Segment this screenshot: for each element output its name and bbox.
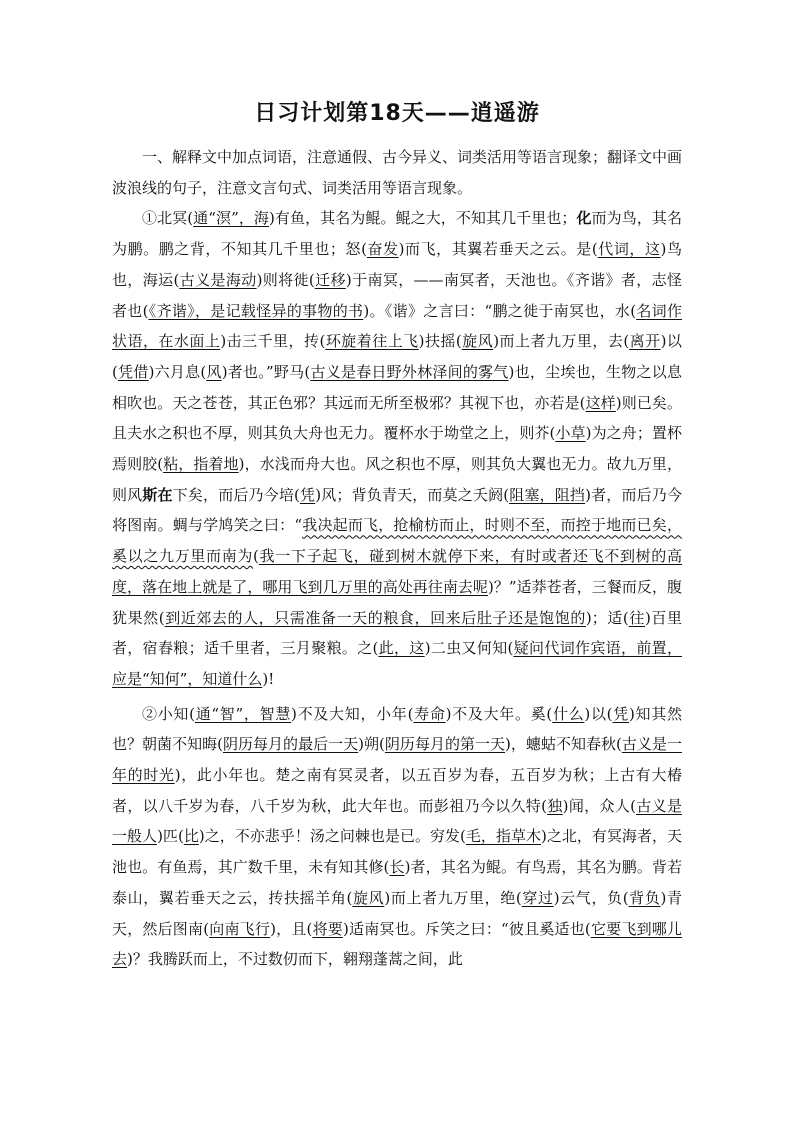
text-run: )？”适莽苍者，三餐而反，腹犹果然(	[112, 577, 682, 627]
annotation-note: 我一下子起飞，碰到树木就停下来，有时或者还飞不到树的高度，落在地上就是了，哪用飞到几万里的高处再往南去呢	[112, 547, 682, 596]
annotation-note: 旋风	[352, 888, 385, 907]
annotation-note: 长	[389, 858, 405, 877]
text-run: )扶摇(	[418, 332, 462, 351]
passage-paragraph-1	[112, 203, 682, 694]
text-run: )而上者九万里，去(	[493, 332, 630, 351]
annotation-note: 这样	[585, 393, 616, 412]
text-run: )；适(	[585, 608, 629, 627]
text-run: )!	[262, 669, 275, 688]
annotation-note: 阴历每月的第一天	[384, 735, 506, 754]
text-run: )？我腾跃而上，不过数仞而下，翱翔蓬蒿之间，此	[127, 950, 463, 969]
annotation-note: 通“智”，智慧	[195, 704, 292, 723]
text-run: )，蟪蛄不知春秋(	[505, 735, 622, 754]
text-run: )于南冥，——南冥者，天池也。《齐谐》者，志怪者也(	[112, 270, 682, 320]
annotation-note: 此，这	[378, 639, 425, 658]
text-run: )而飞，其翼若垂天之云。是(	[398, 240, 598, 259]
text-run: )而上者九万里，绝(	[384, 888, 522, 907]
text-run: )青天，然后图南(	[112, 888, 682, 938]
text-run: ②小知(	[142, 704, 195, 723]
text-run: )鸟也，海运(	[112, 240, 682, 289]
annotation-note: 迁移	[314, 270, 346, 289]
text-run: )适南冥也。斥笑之曰：“彼且奚适也(	[343, 919, 591, 938]
annotation-note: 粘，指着地	[163, 455, 239, 474]
annotation-note: 独	[547, 796, 563, 815]
text-run: )，此小年也。楚之南有冥灵者，以五百岁为春，五百岁为秋；上古有大椿者，以八千岁为春，八千岁为秋，此大年也。而彭祖乃今以久特(	[112, 766, 682, 815]
annotation-note: 阴历每月的最后一天	[222, 735, 359, 754]
text-run: )则将徙(	[256, 270, 315, 289]
annotation-note: 向南飞行	[209, 919, 271, 938]
annotation-note: 通“溟”，海	[193, 209, 269, 228]
annotation-note: 比	[183, 827, 199, 846]
text-run: )百里者，宿舂粮；适千里者，三月聚粮。之(	[112, 608, 682, 658]
passage-paragraph-2	[112, 699, 682, 975]
text-run: )之北，有冥海者，天池也。有鱼焉，其广数千里，未有知其修(	[112, 827, 682, 877]
dotted-word: 化	[576, 209, 592, 228]
annotation-note: 古义是春日野外林泽间的雾气	[310, 362, 509, 381]
annotation-note: 将要	[312, 919, 343, 938]
text-run: )六月息(	[148, 362, 207, 381]
text-run: )。《谐》之言曰：“鹏之徙于南冥也，水(	[363, 301, 637, 320]
annotation-note: 它要飞到哪儿去	[112, 919, 682, 969]
annotation-note: 名词作状语，在水面上	[112, 301, 682, 351]
text-run: )者，其名为鲲。有鸟焉，其名为鹏。背若泰山，翼若垂天之云，抟扶摇羊角(	[112, 858, 682, 907]
annotation-note: 《齐谐》，是记载怪异的事物的书	[148, 301, 364, 320]
text-run: )闻，众人(	[562, 796, 636, 815]
text-run: )击三千里，抟(	[220, 332, 326, 351]
instruction-paragraph: 一、解释文中加点词语，注意通假、古今异义、词类活用等语言现象；翻译文中画波浪线的句子，注意文言句式、词类活用等语言现象。	[112, 148, 683, 197]
annotation-note: 古义是一年的时光	[112, 735, 682, 785]
text-run: 下矣，而后乃今培(	[172, 485, 300, 504]
annotation-note: 风	[206, 362, 222, 381]
annotation-note: 往	[628, 608, 645, 627]
text-run: )也，尘埃也，生物之以息相吹也。天之苍苍，其正色邪？其远而无所至极邪？其视下也，亦若是(	[112, 362, 682, 412]
annotation-note: 代词，这	[597, 240, 661, 259]
annotation-note: 阻塞，阻挡	[509, 485, 586, 504]
text-run: )之，不亦悲乎！汤之问棘也是已。穷发(	[198, 827, 466, 846]
text-run: )云气，负(	[553, 888, 629, 907]
text-run: )则已矣。且夫水之积也不厚，则其负大舟也无力。覆杯水于坳堂之上，则芥(	[112, 393, 682, 443]
text-run: )，水浅而舟大也。风之积也不厚，则其负大翼也无力。故九万里，则风	[112, 455, 683, 504]
annotation-note: 背负	[628, 888, 661, 907]
text-run: ①北冥(	[142, 209, 194, 228]
annotation-note: 凭	[612, 704, 629, 723]
text-run: )知其然也？朝菌不知晦(	[112, 704, 682, 754]
text-run: )二虫又何知(	[424, 639, 514, 658]
text-run: )为之舟；置杯焉则胶(	[112, 424, 682, 474]
annotation-note: 疑问代词作宾语，前置，应是“知何”，知道什么	[112, 639, 682, 688]
text-run: (	[253, 547, 259, 566]
text-run: )匹(	[157, 827, 184, 846]
annotation-note: 寿命	[413, 704, 446, 723]
annotation-note: 凭借	[117, 362, 149, 381]
annotation-note: 穿过	[521, 888, 554, 907]
text-run: 而为鸟，其名为鹏。鹏之背，不知其几千里也；怒(	[112, 209, 682, 259]
text-run: )风；背负青天，而莫之夭阏(	[315, 485, 510, 504]
text-run: )者，而后乃今将图南。蜩与学鸠笑之曰：“	[112, 485, 682, 535]
text-run: )有鱼，其名为鲲。鲲之大，不知其几千里也；	[268, 209, 577, 228]
annotation-note: 小草	[555, 424, 586, 443]
annotation-note: 古义是海动	[179, 270, 257, 289]
document-body	[112, 142, 682, 975]
annotation-note: 到近郊去的人，只需准备一天的粮食，回来后肚子还是饱饱的	[164, 608, 586, 627]
text-run: )不及大年。奚(	[445, 704, 553, 723]
annotation-note: 奋发	[366, 240, 399, 259]
text-run: )以(	[584, 704, 613, 723]
text-run: )朔(	[358, 735, 385, 754]
text-run: )以(	[112, 332, 682, 381]
annotation-note: 古义是一般人	[112, 796, 682, 846]
dotted-word: 斯在	[142, 485, 173, 504]
annotation-note: 离开	[629, 332, 661, 351]
text-run: )者也。”野马(	[221, 362, 311, 381]
text-run: )不及大知，小年(	[291, 704, 414, 723]
annotation-note: 凭	[299, 485, 316, 504]
wavy-sentence: 我决起而飞，抢榆枋而止，时则不至，而控于地而已矣，奚以之九万里而南为	[112, 516, 682, 566]
annotation-note: 什么	[552, 704, 585, 723]
annotation-note: 环旋着往上飞	[325, 332, 419, 351]
text-run: )，且(	[270, 919, 313, 938]
annotation-note: 旋风	[461, 332, 494, 351]
page-title: 日习计划第18天——逍遥游	[254, 101, 540, 126]
annotation-note: 毛，指草木	[465, 827, 541, 846]
